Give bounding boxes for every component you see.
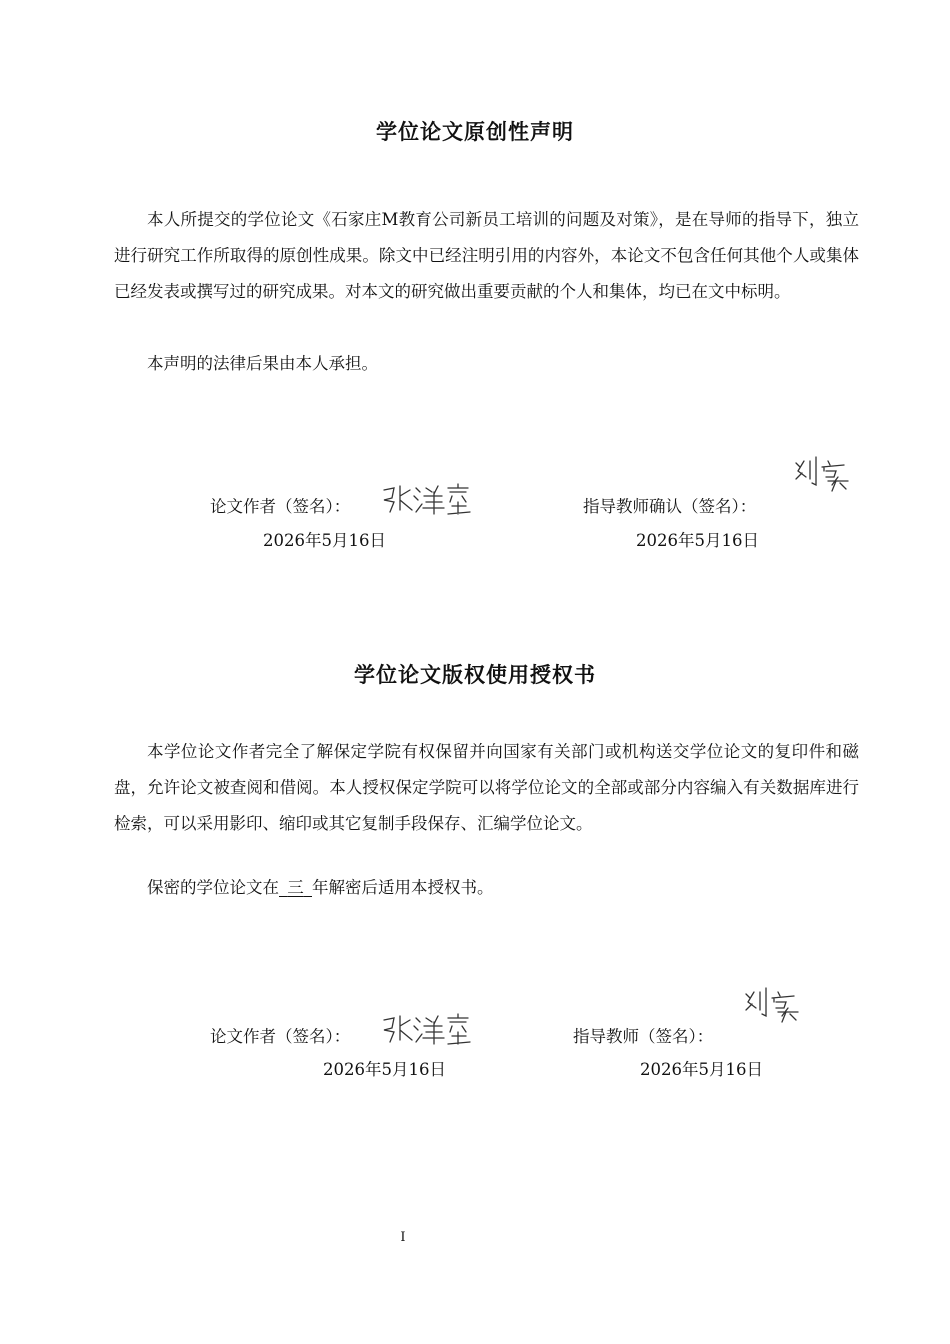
originality-declaration-title: 学位论文原创性声明: [376, 120, 574, 144]
legal-consequence-text: 本声明的法律后果由本人承担。: [147, 354, 378, 373]
advisor-date-2: 2026年5月16日: [640, 1060, 763, 1079]
author-signature-label-2: 论文作者（签名）：: [210, 1027, 351, 1046]
author-signature-label-1: 论文作者（签名）：: [210, 497, 351, 516]
copyright-authorization-text: 本学位论文作者完全了解保定学院有权保留并向国家有关部门或机构送交学位论文的复印件和磁盘，允许论文被查阅和借阅。本人授权保定学院可以将学位论文的全部或部分内容编入有关数据库进行检索，可以采用影印、缩印或其它复制手段保存、汇编学位论文。: [114, 742, 859, 833]
copyright-authorization-title: 学位论文版权使用授权书: [354, 663, 596, 687]
advisor-date-1: 2026年5月16日: [636, 531, 759, 550]
author-date-1: 2026年5月16日: [263, 531, 386, 550]
author-signature-1: [380, 478, 472, 518]
author-signature-2: [380, 1008, 472, 1048]
advisor-signature-label-1: 指导教师确认（签名）：: [583, 497, 757, 516]
page-number: I: [400, 1230, 406, 1245]
author-date-2: 2026年5月16日: [323, 1060, 446, 1079]
advisor-signature-2: [742, 986, 804, 1026]
confidentiality-years: 三: [287, 878, 304, 897]
confidentiality-text: [114, 870, 859, 906]
advisor-signature-1: [792, 455, 854, 495]
advisor-signature-label-2: 指导教师（签名）：: [573, 1027, 714, 1046]
confidentiality-suffix: 年解密后适用本授权书。: [312, 878, 494, 897]
originality-declaration-text: 本人所提交的学位论文《石家庄M教育公司新员工培训的问题及对策》，是在导师的指导下，独立进行研究工作所取得的原创性成果。除文中已经注明引用的内容外，本论文不包含任何其他个人或集体已经发表或撰写过的研究成果。对本文的研究做出重要贡献的个人和集体，均已在文中标明。: [114, 210, 859, 301]
confidentiality-prefix: 保密的学位论文在: [147, 878, 279, 897]
